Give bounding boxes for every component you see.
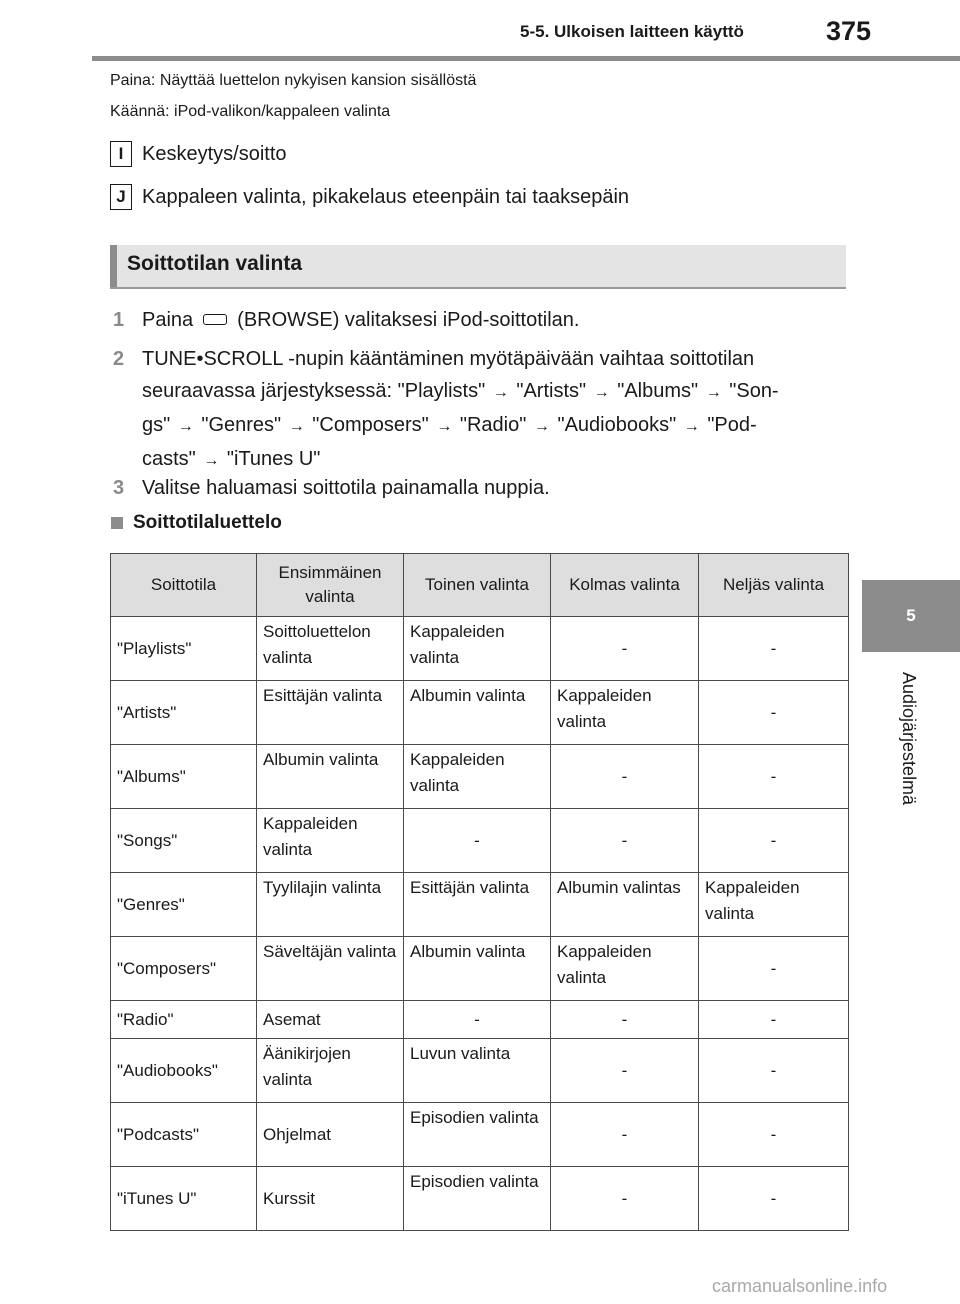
section-title-text: Soittotilan valinta — [127, 252, 303, 275]
table-cell: "Albums" — [111, 745, 257, 809]
table-row — [111, 1103, 849, 1167]
arrow-icon: → — [288, 418, 305, 435]
table-row — [111, 809, 849, 873]
table-row — [111, 681, 849, 745]
table-cell: - — [699, 1001, 849, 1039]
step-text: (BROWSE) valitaksesi iPod-soittotilan. — [237, 309, 580, 331]
browse-button-icon — [203, 314, 227, 325]
step-number: 1 — [113, 309, 125, 331]
step-2 — [113, 343, 848, 477]
table-row — [111, 617, 849, 681]
table-cell: - — [551, 1103, 699, 1167]
table-row — [111, 745, 849, 809]
section-title: 5-5. Ulkoisen laitteen käyttö — [520, 22, 744, 41]
table-cell: Asemat — [257, 1001, 404, 1039]
table-cell: Kappaleiden valinta — [699, 873, 849, 937]
table-cell: Ohjelmat — [257, 1103, 404, 1167]
step-1 — [113, 304, 848, 336]
table-cell: "Playlists" — [111, 617, 257, 681]
table-cell: - — [699, 809, 849, 873]
section-accent-bar — [110, 245, 117, 287]
table-cell: Albumin valinta — [257, 745, 404, 809]
table-cell: Albumin valintas — [551, 873, 699, 937]
table-cell: - — [551, 1167, 699, 1231]
table-cell: Soittoluettelon valinta — [257, 617, 404, 681]
key-item-j — [110, 184, 629, 210]
arrow-icon: → — [177, 418, 194, 435]
table-cell: - — [404, 1001, 551, 1039]
key-letter-box: I — [110, 141, 132, 167]
table-cell: Kappaleiden valinta — [404, 745, 551, 809]
table-cell: - — [699, 1103, 849, 1167]
table-cell: Luvun valinta — [404, 1039, 551, 1103]
arrow-icon: → — [533, 418, 550, 435]
header-rule — [92, 56, 960, 61]
table-cell: Kappaleiden valinta — [551, 681, 699, 745]
intro-turn: Käännä: iPod-valikon/kappaleen valinta — [110, 103, 391, 120]
table-cell: Kappaleiden valinta — [257, 809, 404, 873]
table-row — [111, 1167, 849, 1231]
table-header-row — [111, 554, 849, 617]
table-cell: - — [551, 1039, 699, 1103]
table-cell: Episodien valinta — [404, 1167, 551, 1231]
step-text: Valitse haluamasi soittotila painamalla nuppia. — [142, 477, 550, 499]
arrow-icon: → — [492, 384, 509, 401]
table-cell: Esittäjän valinta — [404, 873, 551, 937]
subheading-text: Soittotilaluettelo — [133, 512, 282, 533]
chapter-number: 5 — [906, 606, 916, 625]
chapter-label: Audiojärjestelmä — [899, 672, 919, 806]
table-row — [111, 1001, 849, 1039]
key-item-i — [110, 141, 287, 167]
table-cell: - — [699, 617, 849, 681]
step-text: seuraavassa järjestyksessä: "Playlists" → "Artists" → "Albums" → "Son- — [142, 380, 779, 402]
play-mode-table — [110, 553, 849, 1231]
table-cell: "Audiobooks" — [111, 1039, 257, 1103]
step-text: TUNE•SCROLL -nupin kääntäminen myötäpäivään vaihtaa soittotilan — [142, 348, 755, 370]
table-header-cell: Ensimmäinen valinta — [257, 554, 404, 617]
table-header-cell: Soittotila — [111, 554, 257, 617]
subheading — [111, 512, 282, 534]
table-row — [111, 937, 849, 1001]
table-cell: Kappaleiden valinta — [551, 937, 699, 1001]
intro-press: Paina: Näyttää luettelon nykyisen kansion sisällöstä — [110, 72, 477, 89]
chapter-tab — [862, 580, 960, 652]
table-cell: - — [551, 809, 699, 873]
table-cell: - — [551, 1001, 699, 1039]
table-cell: Tyylilajin valinta — [257, 873, 404, 937]
table-cell: Äänikirjojen valinta — [257, 1039, 404, 1103]
table-cell: Säveltäjän valinta — [257, 937, 404, 1001]
step-text: Paina — [142, 309, 194, 331]
arrow-icon: → — [705, 384, 722, 401]
table-cell: - — [699, 937, 849, 1001]
arrow-icon: → — [593, 384, 610, 401]
table-cell: "iTunes U" — [111, 1167, 257, 1231]
table-cell: "Songs" — [111, 809, 257, 873]
table-cell: "Genres" — [111, 873, 257, 937]
table-cell: - — [551, 745, 699, 809]
step-text: casts" → "iTunes U" — [142, 448, 321, 470]
table-cell: "Composers" — [111, 937, 257, 1001]
table-cell: "Radio" — [111, 1001, 257, 1039]
arrow-icon: → — [436, 418, 453, 435]
table-cell: - — [551, 617, 699, 681]
table-cell: - — [404, 809, 551, 873]
table-row — [111, 1039, 849, 1103]
table-cell: "Artists" — [111, 681, 257, 745]
table-cell: Kurssit — [257, 1167, 404, 1231]
table-cell: Albumin valinta — [404, 937, 551, 1001]
step-number: 2 — [113, 348, 125, 370]
table-header-cell: Kolmas valinta — [551, 554, 699, 617]
step-text: gs" → "Genres" → "Composers" → "Radio" → "Audiobooks" → "Pod- — [142, 414, 757, 436]
step-number: 3 — [113, 477, 125, 499]
table-header-cell: Neljäs valinta — [699, 554, 849, 617]
bullet-square-icon — [111, 517, 123, 529]
watermark-text: carmanualsonline.info — [712, 1276, 888, 1296]
key-description: Kappaleen valinta, pikakelaus eteenpäin tai taaksepäin — [142, 185, 630, 208]
table-cell: - — [699, 681, 849, 745]
key-description: Keskeytys/soitto — [142, 142, 287, 165]
key-letter-box: J — [110, 184, 132, 210]
table-cell: - — [699, 1039, 849, 1103]
table-row — [111, 873, 849, 937]
table-cell: - — [699, 745, 849, 809]
arrow-icon: → — [203, 452, 220, 469]
arrow-icon: → — [683, 418, 700, 435]
table-header-cell: Toinen valinta — [404, 554, 551, 617]
section-header — [110, 245, 846, 289]
table-cell: Albumin valinta — [404, 681, 551, 745]
page-number: 375 — [826, 16, 872, 46]
table-cell: "Podcasts" — [111, 1103, 257, 1167]
step-3 — [113, 472, 848, 504]
table-cell: Episodien valinta — [404, 1103, 551, 1167]
table-cell: - — [699, 1167, 849, 1231]
table-cell: Esittäjän valinta — [257, 681, 404, 745]
table-cell: Kappaleiden valinta — [404, 617, 551, 681]
